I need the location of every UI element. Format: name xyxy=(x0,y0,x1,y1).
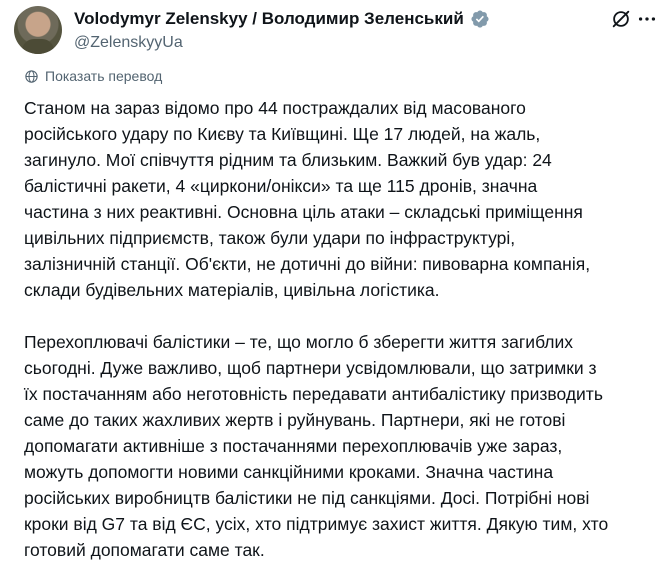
tweet-line: склади будівельних матеріалів, цивільна логістика. xyxy=(24,280,440,300)
author-handle[interactable]: @ZelenskyyUa xyxy=(74,34,183,51)
author-name-row xyxy=(74,8,490,30)
tweet-line: саме до таких жахливих жертв і руйнувань. Партнери, які не готові xyxy=(24,410,566,430)
tweet-line: цивільних підприємств, також були удари по інфраструктурі, xyxy=(24,228,516,248)
avatar[interactable] xyxy=(14,6,62,54)
tweet-line: російського удару по Києву та Київщині. Ще 17 людей, на жаль, xyxy=(24,124,541,144)
tweet-line: частина з них реактивні. Основна ціль атаки – складські приміщення xyxy=(24,202,583,222)
tweet-line: можуть допомогти новими санкційними кроками. Значна частина xyxy=(24,462,554,482)
tweet-line: російських виробництв балістики не під санкціями. Досі. Потрібні нові xyxy=(24,488,590,508)
show-translation-label: Показать перевод xyxy=(45,68,163,84)
tweet-line: балістичні ракети, 4 «циркони/онікси» та ще 115 дронів, значна xyxy=(24,176,538,196)
tweet-line: кроки від G7 та від ЄС, усіх, хто підтримує захист життя. Дякую тим, хто xyxy=(24,514,609,534)
tweet-line: залізничній станції. Об'єкти, не дотичні до війни: пивоварна компанія, xyxy=(24,254,591,274)
tweet-text xyxy=(24,95,664,563)
tweet-line: Станом на зараз відомо про 44 постраждалих від масованого xyxy=(24,98,526,118)
verified-badge-icon xyxy=(470,9,490,29)
tweet-header xyxy=(14,6,658,56)
author-display-name[interactable]: Volodymyr Zelenskyy / Володимир Зеленський xyxy=(74,9,464,28)
tweet-line: сьогодні. Дуже важливо, щоб партнери усвідомлювали, що затримки з xyxy=(24,358,597,378)
tweet-line: їх постачанням або неготовність передавати антибалістику призводить xyxy=(24,384,603,404)
show-translation-link[interactable] xyxy=(24,68,162,84)
avatar-figure xyxy=(22,39,54,54)
grok-icon[interactable] xyxy=(610,8,632,30)
tweet-line: готовий допомагати саме так. xyxy=(24,540,265,560)
tweet-paragraph xyxy=(24,95,664,303)
globe-icon xyxy=(24,69,39,84)
tweet-line: допомагати активніше з постачаннями перехоплювачів уже зараз, xyxy=(24,436,563,456)
tweet-line: загинуло. Мої співчуття рідним та близьким. Важкий був удар: 24 xyxy=(24,150,552,170)
more-options-icon[interactable] xyxy=(636,8,658,30)
tweet-line: Перехоплювачі балістики – те, що могло б зберегти життя загиблих xyxy=(24,332,574,352)
tweet-paragraph xyxy=(24,329,664,563)
